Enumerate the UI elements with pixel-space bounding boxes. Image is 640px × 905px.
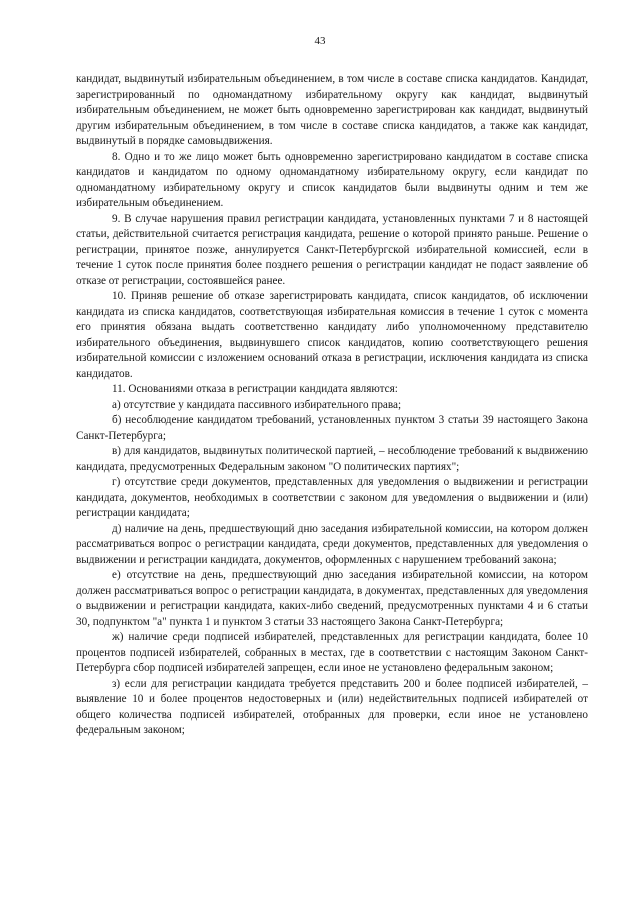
paragraph-continuation: кандидат, выдвинутый избирательным объединением, в том числе в составе списка кандидатов. Кандидат, зарегистрированный по одномандатному избирательному округу как кандидат, выдвинутый избирательным объединением, не может быть одновременно зарегистрирован как кандидат, выдвинутый другим избирательным объединением, в том числе в составе списка кандидатов, а также как кандидат, выдвинутый в порядке самовыдвижения. [76, 73, 588, 147]
subparagraph-a: а) отсутствие у кандидата пассивного избирательного права; [112, 398, 402, 411]
paragraph-11: 11. Основаниями отказа в регистрации кандидата являются: [112, 383, 398, 395]
subparagraph-d: д) наличие на день, предшествующий дню заседания избирательной комиссии, на котором должен рассматриваться вопрос о регистрации кандидата, среди документов, представленных для уведомления о выдвижении и регистрации кандидата, документов, оформленных с нарушением требований закона; [76, 522, 588, 566]
subparagraph-b: б) несоблюдение кандидатом требований, установленных пунктом 3 статьи 39 настоящего Закона Санкт-Петербурга; [76, 414, 588, 442]
subparagraph-e: е) отсутствие на день, предшествующий дню заседания избирательной комиссии, на котором должен рассматриваться вопрос о регистрации кандидата, в документах, представленных для уведомления о выдвижении и регистрации кандидата, каких-либо сведений, предусмотренных пунктами 4 и 6 статьи 30, подпунктом "а" пункта 1 и пунктом 3 статьи 33 настоящего Закона Санкт-Петербурга; [76, 569, 588, 628]
subparagraph-v: в) для кандидатов, выдвинутых политической партией, – несоблюдение требований к выдвижению кандидата, предусмотренных Федеральным законом "О политических партиях"; [76, 445, 588, 473]
subparagraph-g: г) отсутствие среди документов, представленных для уведомления о выдвижении и регистрации кандидата, документов, необходимых в соответствии с законом для уведомления о выдвижении и (или) регистрации кандидата; [76, 476, 588, 519]
subparagraph-z: з) если для регистрации кандидата требуется представить 200 и более подписей избирателей, – выявление 10 и более процентов недостоверных и (или) недействительных подписей избирателей от общего количества подписей избирателей, отобранных для проверки, если иное не установлено федеральным законом; [76, 677, 588, 736]
subparagraph-zh: ж) наличие среди подписей избирателей, представленных для регистрации кандидата, более 10 процентов подписей избирателей, собранных в местах, где в соответствии с настоящим Законом Санкт-Петербурга сбор подписей избирателей запрещен, если иное не установлено федеральным законом; [76, 631, 588, 674]
paragraph-9: 9. В случае нарушения правил регистрации кандидата, установленных пунктами 7 и 8 настоящей статьи, действительной считается регистрация кандидата, решение о которой принято раньше. Решение о регистрации, принятое позже, аннулируется Санкт-Петербургской избирательной комиссией, если в течение 1 суток после принятия более позднего решения о регистрации кандидат не подаст заявление об отказе от регистрации, состоявшейся ранее. [76, 212, 588, 287]
page-number: 43 [314, 35, 326, 47]
paragraph-10: 10. Приняв решение об отказе зарегистрировать кандидата, список кандидатов, об исключении кандидата из списка кандидатов, соответствующая избирательная комиссия в течение 1 суток с момента его принятия обязана выдать соответственно кандидату либо уполномоченному представителю избирательного объединения, выдвинувшего список кандидатов, копию соответствующего решения избирательной комиссии с изложением оснований отказа в регистрации, исключения кандидата из списка кандидатов. [76, 290, 588, 380]
paragraph-8: 8. Одно и то же лицо может быть одновременно зарегистрировано кандидатом в составе списка кандидатов и кандидатом по одному одномандатному избирательному округу, если кандидат по одномандатному избирательному округу и список кандидатов были выдвинуты одним и тем же избирательным объединением. [76, 150, 588, 209]
document-body [76, 72, 588, 739]
